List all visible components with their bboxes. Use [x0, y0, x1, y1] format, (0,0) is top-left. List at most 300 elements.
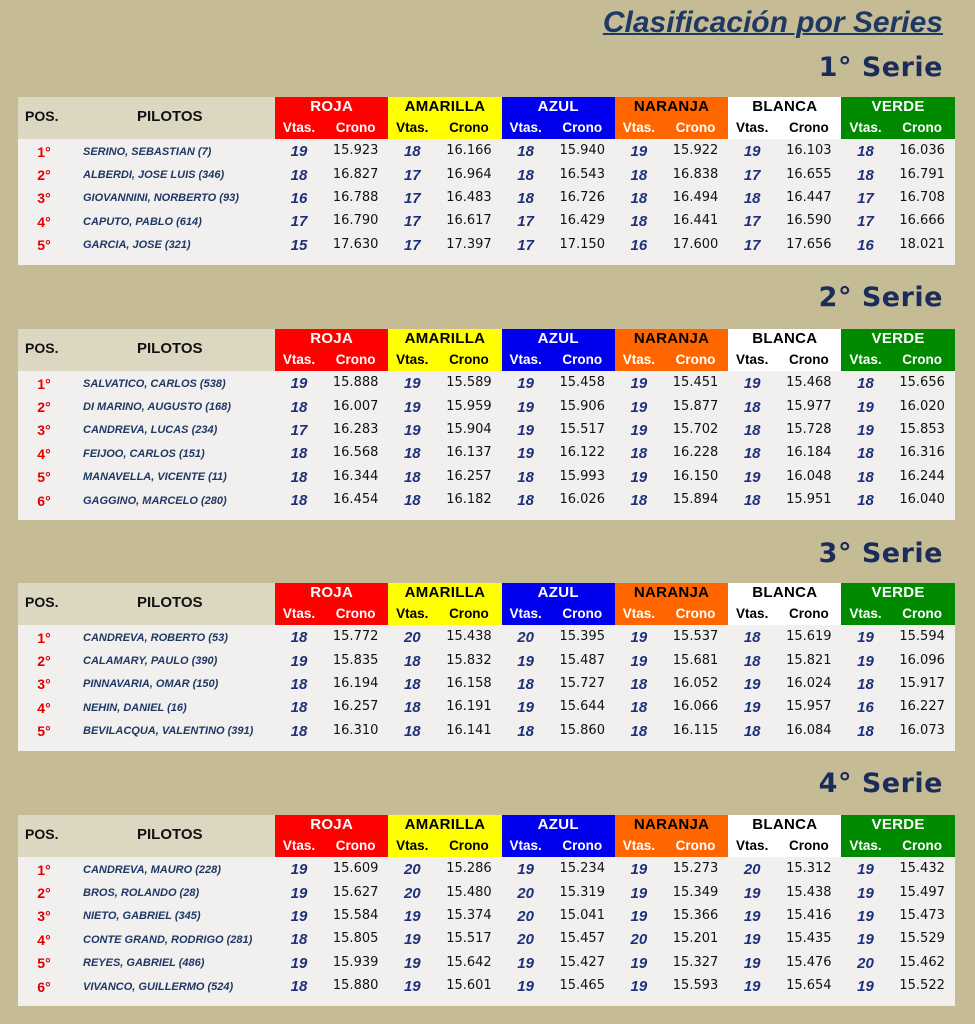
crono-value: 16.137	[446, 445, 492, 461]
lap-cell-roja	[275, 143, 388, 160]
crono-value: 15.993	[559, 468, 605, 484]
table-header	[18, 583, 955, 625]
pilot-name-cell: GAGGINO, MARCELO (280)	[83, 494, 227, 507]
position-cell: 1°	[37, 861, 51, 878]
crono-value: 15.939	[332, 954, 379, 970]
crono-value: 16.791	[899, 166, 945, 182]
lap-cell-roja	[275, 629, 388, 646]
lap-cell-amarilla	[388, 908, 501, 925]
position-cell: 2°	[37, 399, 51, 416]
color-name: BLANCA	[752, 584, 818, 601]
lap-cell-roja	[275, 955, 388, 972]
lap-cell-roja	[275, 676, 388, 693]
color-headers	[275, 815, 955, 857]
crono-value: 15.438	[786, 884, 832, 900]
crono-value: 15.601	[446, 978, 492, 994]
crono-value: 15.041	[559, 907, 605, 923]
lap-cell-verde	[841, 861, 954, 878]
color-name: AZUL	[537, 584, 579, 601]
lap-cell-azul	[502, 492, 615, 509]
position-cell: 4°	[37, 445, 51, 462]
color-header-naranja	[615, 583, 728, 625]
vueltas-value: 18	[857, 468, 874, 486]
crono-value: 16.096	[899, 652, 945, 668]
vueltas-value: 17	[743, 236, 761, 254]
vueltas-value: 19	[630, 907, 648, 925]
crono-value: 16.788	[332, 189, 379, 205]
crono-value: 15.772	[332, 629, 379, 645]
crono-value: 15.654	[786, 978, 832, 994]
crono-value: 15.832	[446, 652, 492, 668]
lap-cell-verde	[841, 955, 954, 972]
table-header	[18, 97, 955, 139]
crono-header: Crono	[788, 120, 829, 135]
crono-header: Crono	[335, 838, 376, 853]
position-cell: 3°	[37, 676, 51, 693]
lap-cell-naranja	[615, 237, 728, 254]
crono-value: 16.344	[332, 468, 379, 484]
lap-cell-azul	[502, 237, 615, 254]
crono-value: 15.860	[559, 722, 605, 738]
table-row	[18, 952, 955, 975]
crono-value: 15.234	[559, 861, 605, 877]
vueltas-value: 19	[857, 652, 874, 670]
vueltas-value: 18	[290, 445, 308, 463]
lap-cell-roja	[275, 723, 388, 740]
color-header-verde	[841, 329, 954, 371]
vueltas-value: 19	[290, 907, 308, 925]
crono-value: 16.454	[332, 492, 379, 508]
lap-cell-azul	[502, 861, 615, 878]
crono-value: 16.036	[899, 143, 945, 159]
color-header-naranja	[615, 815, 728, 857]
crono-value: 16.483	[446, 189, 492, 205]
crono-value: 15.880	[332, 978, 379, 994]
position-cell: 5°	[37, 469, 51, 486]
pilot-name-cell: GARCIA, JOSE (321)	[83, 239, 191, 252]
lap-cell-verde	[841, 143, 954, 160]
vueltas-value: 19	[857, 907, 874, 925]
crono-header: Crono	[675, 606, 716, 621]
crono-value: 15.681	[672, 652, 719, 668]
crono-header: Crono	[675, 352, 716, 367]
pilot-name-cell: NEHIN, DANIEL (16)	[83, 701, 187, 714]
position-cell: 5°	[37, 955, 51, 972]
vueltas-value: 20	[630, 931, 648, 949]
lap-cell-roja	[275, 237, 388, 254]
vueltas-value: 19	[403, 398, 421, 416]
lap-cell-naranja	[615, 143, 728, 160]
vueltas-value: 19	[743, 884, 761, 902]
color-name: ROJA	[310, 98, 354, 115]
position-cell: 4°	[37, 931, 51, 948]
vueltas-value: 18	[743, 445, 761, 463]
vueltas-value: 19	[630, 421, 648, 439]
pilotos-header: PILOTOS	[137, 340, 203, 357]
vueltas-value: 18	[857, 143, 874, 161]
lap-cell-amarilla	[388, 955, 501, 972]
pos-header: POS.	[25, 826, 59, 842]
table-row	[18, 649, 955, 672]
lap-cell-amarilla	[388, 213, 501, 230]
lap-cell-naranja	[615, 399, 728, 416]
vueltas-value: 17	[857, 213, 874, 231]
crono-value: 15.451	[672, 375, 719, 391]
vtas-header: Vtas.	[396, 606, 429, 621]
vtas-header: Vtas.	[622, 120, 656, 135]
crono-value: 16.838	[672, 166, 719, 182]
crono-value: 16.048	[786, 468, 832, 484]
crono-value: 16.184	[786, 445, 832, 461]
vueltas-value: 19	[630, 978, 648, 996]
position-cell: 4°	[37, 699, 51, 716]
vueltas-value: 18	[517, 166, 534, 184]
vueltas-value: 18	[517, 468, 534, 486]
vtas-header: Vtas.	[736, 120, 769, 135]
vueltas-value: 18	[403, 652, 421, 670]
crono-value: 15.594	[899, 629, 945, 645]
pilot-name-cell: MANAVELLA, VICENTE (11)	[83, 471, 227, 484]
crono-value: 17.150	[559, 236, 605, 252]
vtas-header: Vtas.	[509, 606, 542, 621]
vueltas-value: 16	[857, 699, 874, 717]
pilot-name-cell: CANDREVA, LUCAS (234)	[83, 424, 218, 437]
lap-cell-verde	[841, 492, 954, 509]
crono-value: 16.166	[446, 143, 492, 159]
crono-value: 16.040	[899, 492, 945, 508]
vtas-header: Vtas.	[282, 606, 316, 621]
crono-value: 16.244	[899, 468, 945, 484]
crono-value: 15.286	[446, 861, 492, 877]
table-row	[18, 187, 955, 210]
lap-cell-amarilla	[388, 723, 501, 740]
pilot-name-cell: SALVATICO, CARLOS (538)	[83, 377, 226, 390]
lap-cell-blanca	[728, 885, 841, 902]
vueltas-value: 18	[517, 143, 534, 161]
crono-value: 16.228	[672, 445, 719, 461]
table-body	[18, 139, 955, 257]
crono-value: 17.656	[786, 236, 832, 252]
lap-cell-verde	[841, 167, 954, 184]
crono-header: Crono	[449, 838, 489, 853]
vueltas-value: 18	[290, 675, 308, 693]
vueltas-value: 19	[403, 931, 421, 949]
vtas-header: Vtas.	[622, 352, 656, 367]
color-name: BLANCA	[752, 816, 818, 833]
table-header	[18, 815, 955, 857]
vueltas-value: 18	[403, 468, 421, 486]
pos-header: POS.	[25, 340, 59, 356]
vueltas-value: 18	[630, 722, 648, 740]
color-name: AZUL	[537, 98, 579, 115]
pilotos-header: PILOTOS	[137, 108, 203, 125]
lap-cell-roja	[275, 167, 388, 184]
vueltas-value: 20	[857, 954, 874, 972]
lap-cell-amarilla	[388, 375, 501, 392]
crono-value: 16.494	[672, 189, 719, 205]
vueltas-value: 19	[290, 375, 308, 393]
vueltas-value: 18	[517, 492, 534, 510]
lap-cell-naranja	[615, 422, 728, 439]
crono-value: 16.007	[332, 398, 379, 414]
vueltas-value: 18	[290, 931, 308, 949]
vueltas-value: 20	[403, 629, 421, 647]
vueltas-value: 18	[857, 675, 874, 693]
lap-cell-verde	[841, 676, 954, 693]
pilot-name-cell: CANDREVA, MAURO (228)	[83, 863, 221, 876]
vueltas-value: 19	[290, 143, 308, 161]
crono-header: Crono	[562, 838, 603, 853]
position-cell: 3°	[37, 190, 51, 207]
position-cell: 6°	[37, 978, 51, 995]
vueltas-value: 18	[743, 421, 761, 439]
lap-cell-roja	[275, 885, 388, 902]
lap-cell-azul	[502, 469, 615, 486]
lap-cell-roja	[275, 213, 388, 230]
lap-cell-roja	[275, 861, 388, 878]
crono-value: 15.517	[559, 421, 605, 437]
vueltas-value: 19	[290, 652, 308, 670]
pilot-name-cell: FEIJOO, CARLOS (151)	[83, 447, 205, 460]
crono-value: 15.366	[672, 907, 719, 923]
lap-cell-naranja	[615, 190, 728, 207]
table-row	[18, 858, 955, 881]
lap-cell-blanca	[728, 676, 841, 693]
color-name: ROJA	[310, 816, 354, 833]
vueltas-value: 19	[857, 931, 874, 949]
crono-value: 15.468	[786, 375, 832, 391]
lap-cell-roja	[275, 699, 388, 716]
lap-cell-azul	[502, 653, 615, 670]
lap-cell-amarilla	[388, 469, 501, 486]
crono-value: 15.728	[786, 421, 832, 437]
vueltas-value: 19	[403, 907, 421, 925]
lap-cell-verde	[841, 629, 954, 646]
vueltas-value: 17	[290, 421, 308, 439]
lap-cell-azul	[502, 399, 615, 416]
vueltas-value: 20	[743, 861, 761, 879]
color-name: ROJA	[310, 330, 354, 347]
vueltas-value: 19	[403, 978, 421, 996]
vueltas-value: 18	[290, 629, 308, 647]
crono-header: Crono	[788, 606, 829, 621]
vueltas-value: 17	[403, 166, 421, 184]
table-row	[18, 905, 955, 928]
lap-cell-naranja	[615, 469, 728, 486]
crono-value: 16.447	[786, 189, 832, 205]
crono-value: 16.257	[446, 468, 492, 484]
pilotos-header: PILOTOS	[137, 594, 203, 611]
vueltas-value: 19	[403, 421, 421, 439]
color-header-amarilla	[388, 583, 501, 625]
crono-value: 15.940	[559, 143, 605, 159]
vueltas-value: 18	[857, 166, 874, 184]
lap-cell-azul	[502, 629, 615, 646]
crono-value: 17.630	[332, 236, 379, 252]
table-row	[18, 720, 955, 743]
pilotos-header: PILOTOS	[137, 826, 203, 843]
vueltas-value: 16	[857, 236, 874, 254]
lap-cell-verde	[841, 213, 954, 230]
vueltas-value: 18	[857, 492, 874, 510]
vueltas-value: 17	[403, 213, 421, 231]
vueltas-value: 19	[743, 675, 761, 693]
color-name: VERDE	[871, 816, 925, 833]
crono-value: 16.655	[786, 166, 832, 182]
page-title: Clasificación por Series	[602, 6, 943, 39]
crono-value: 16.790	[332, 213, 379, 229]
vueltas-value: 17	[743, 166, 761, 184]
crono-value: 16.708	[899, 189, 945, 205]
pilot-name-cell: CONTE GRAND, RODRIGO (281)	[83, 933, 253, 946]
lap-cell-blanca	[728, 190, 841, 207]
crono-value: 16.158	[446, 675, 492, 691]
pilot-name-cell: VIVANCO, GUILLERMO (524)	[83, 980, 234, 993]
lap-cell-blanca	[728, 978, 841, 995]
vueltas-value: 17	[857, 189, 874, 207]
vueltas-value: 18	[857, 722, 874, 740]
position-cell: 1°	[37, 375, 51, 392]
crono-value: 16.316	[899, 445, 945, 461]
crono-value: 15.923	[332, 143, 379, 159]
crono-value: 15.465	[559, 978, 605, 994]
crono-value: 15.904	[446, 421, 492, 437]
lap-cell-blanca	[728, 399, 841, 416]
vueltas-value: 19	[743, 468, 761, 486]
lap-cell-verde	[841, 422, 954, 439]
crono-value: 15.432	[899, 861, 945, 877]
table-row	[18, 696, 955, 719]
crono-value: 15.894	[672, 492, 719, 508]
vtas-header: Vtas.	[736, 352, 769, 367]
lap-cell-blanca	[728, 422, 841, 439]
lap-cell-azul	[502, 931, 615, 948]
vtas-header: Vtas.	[509, 838, 542, 853]
vueltas-value: 18	[857, 375, 874, 393]
lap-cell-azul	[502, 190, 615, 207]
crono-value: 15.349	[672, 884, 719, 900]
pilot-name-cell: CALAMARY, PAULO (390)	[83, 655, 218, 668]
serie-title: 3° Serie	[818, 538, 943, 569]
crono-value: 16.115	[672, 722, 719, 738]
crono-header: Crono	[788, 838, 829, 853]
header-left	[18, 815, 275, 857]
vueltas-value: 19	[517, 398, 534, 416]
vueltas-value: 19	[630, 652, 648, 670]
lap-cell-roja	[275, 469, 388, 486]
vueltas-value: 19	[630, 143, 648, 161]
color-header-amarilla	[388, 97, 501, 139]
vtas-header: Vtas.	[849, 120, 882, 135]
vtas-header: Vtas.	[849, 352, 882, 367]
crono-header: Crono	[562, 352, 603, 367]
vueltas-value: 19	[743, 954, 761, 972]
crono-value: 15.374	[446, 907, 492, 923]
crono-value: 15.584	[332, 907, 379, 923]
crono-value: 15.702	[672, 421, 719, 437]
vueltas-value: 18	[857, 445, 874, 463]
crono-value: 15.877	[672, 398, 719, 414]
vueltas-value: 18	[743, 492, 761, 510]
crono-value: 15.959	[446, 398, 492, 414]
crono-value: 16.073	[899, 722, 945, 738]
color-header-blanca	[728, 97, 841, 139]
vtas-header: Vtas.	[849, 838, 882, 853]
vueltas-value: 19	[630, 884, 648, 902]
color-header-azul	[502, 583, 615, 625]
lap-cell-verde	[841, 237, 954, 254]
color-header-naranja	[615, 97, 728, 139]
vueltas-value: 15	[290, 236, 308, 254]
vueltas-value: 19	[630, 375, 648, 393]
lap-cell-amarilla	[388, 492, 501, 509]
pilot-name-cell: NIETO, GABRIEL (345)	[83, 910, 201, 923]
lap-cell-verde	[841, 699, 954, 716]
vueltas-value: 18	[743, 652, 761, 670]
crono-value: 15.416	[786, 907, 832, 923]
crono-value: 15.821	[786, 652, 832, 668]
lap-cell-azul	[502, 723, 615, 740]
crono-value: 15.473	[899, 907, 945, 923]
lap-cell-verde	[841, 375, 954, 392]
vueltas-value: 19	[517, 445, 534, 463]
lap-cell-naranja	[615, 699, 728, 716]
crono-value: 15.201	[672, 931, 719, 947]
vueltas-value: 16	[290, 189, 308, 207]
position-cell: 1°	[37, 143, 51, 160]
lap-cell-naranja	[615, 723, 728, 740]
vueltas-value: 19	[857, 861, 874, 879]
vueltas-value: 18	[403, 492, 421, 510]
position-cell: 1°	[37, 629, 51, 646]
lap-cell-naranja	[615, 629, 728, 646]
vueltas-value: 18	[517, 722, 534, 740]
color-header-azul	[502, 97, 615, 139]
crono-value: 16.122	[559, 445, 605, 461]
vueltas-value: 18	[290, 492, 308, 510]
lap-cell-naranja	[615, 167, 728, 184]
vueltas-value: 19	[857, 978, 874, 996]
lap-cell-blanca	[728, 931, 841, 948]
vueltas-value: 19	[743, 931, 761, 949]
lap-cell-azul	[502, 422, 615, 439]
vueltas-value: 19	[857, 884, 874, 902]
crono-value: 15.438	[446, 629, 492, 645]
vueltas-value: 18	[630, 445, 648, 463]
crono-value: 15.427	[559, 954, 605, 970]
table-row	[18, 372, 955, 395]
vueltas-value: 17	[403, 189, 421, 207]
crono-value: 15.906	[559, 398, 605, 414]
vtas-header: Vtas.	[282, 838, 316, 853]
color-name: NARANJA	[633, 584, 710, 601]
header-left	[18, 329, 275, 371]
crono-value: 15.435	[786, 931, 832, 947]
pilot-name-cell: REYES, GABRIEL (486)	[83, 957, 205, 970]
vueltas-value: 19	[743, 978, 761, 996]
lap-cell-blanca	[728, 653, 841, 670]
table-body	[18, 857, 955, 998]
position-cell: 2°	[37, 167, 51, 184]
crono-value: 16.257	[332, 699, 379, 715]
lap-cell-amarilla	[388, 978, 501, 995]
vueltas-value: 19	[517, 861, 534, 879]
crono-value: 15.319	[559, 884, 605, 900]
crono-value: 15.977	[786, 398, 832, 414]
lap-cell-blanca	[728, 699, 841, 716]
lap-cell-verde	[841, 653, 954, 670]
pilot-name-cell: GIOVANNINI, NORBERTO (93)	[83, 192, 239, 205]
